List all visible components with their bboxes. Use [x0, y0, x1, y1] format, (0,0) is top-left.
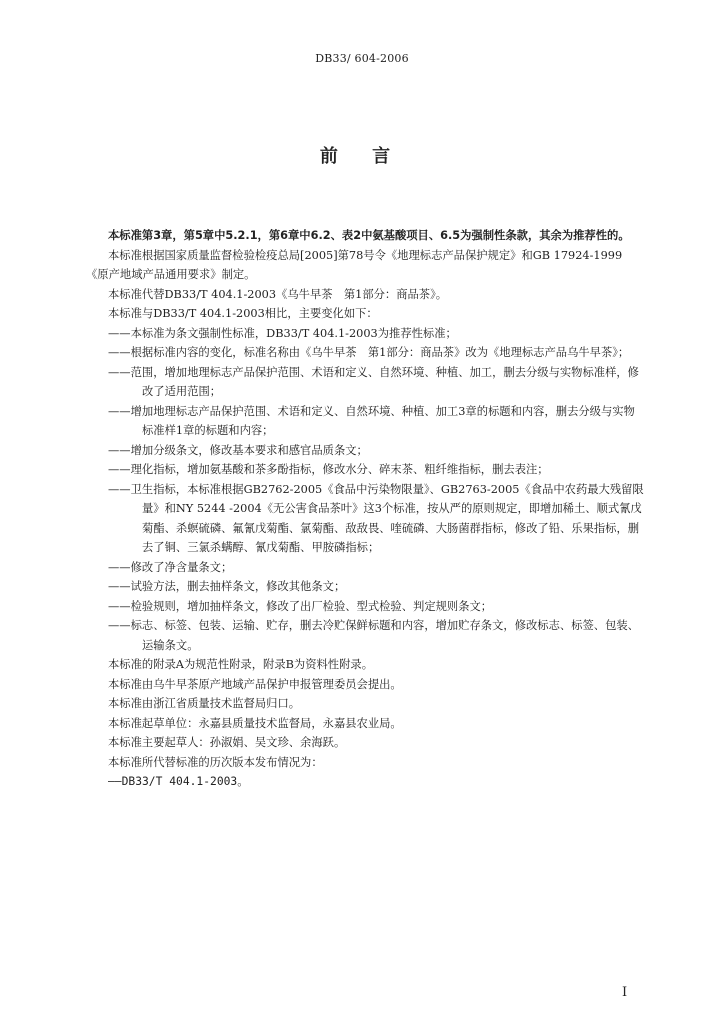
page-number: I: [622, 985, 628, 1000]
drafters-paragraph: 本标准主要起草人：孙淑娟、吴文珍、余海跃。: [108, 736, 346, 749]
replacement-paragraph: 本标准代替DB33/T 404.1-2003《乌牛早茶 第1部分：商品茶》。: [108, 287, 448, 301]
history-item: ——DB33/T 404.1-2003。: [108, 775, 249, 788]
basis-paragraph: 本标准根据国家质量监督检验检疫总局[2005]第78号令《地理标志产品保护规定》和GB 17924-1999《原产地域产品通用要求》制定。: [86, 248, 623, 281]
change-item: ——理化指标，增加氨基酸和茶多酚指标，修改水分、碎末茶、粗纤维指标，删去表注；: [108, 463, 549, 476]
authority-paragraph: 本标准由浙江省质量技术监督局归口。: [108, 697, 301, 710]
change-item: ——试验方法，删去抽样条文，修改其他条文；: [108, 580, 346, 593]
change-item: ——增加地理标志产品保护范围、术语和定义、自然环境、种植、加工3章的标题和内容，删去分级与实物标准样1章的标题和内容；: [108, 404, 635, 437]
change-item: ——本标准为条文强制性标准，DB33/T 404.1-2003为推荐性标准；: [108, 326, 457, 340]
change-item: ——修改了净含量条文；: [108, 560, 233, 574]
change-item: ——标志、标签、包装、运输、贮存，删去冷贮保鲜标题和内容，增加贮存条文，修改标志、标签、包装、运输条文。: [108, 619, 639, 652]
page-title: 前 言: [319, 146, 405, 167]
change-item: ——根据标准内容的变化，标准名称由《乌牛早茶 第1部分：商品茶》改为《地理标志产品乌牛早茶》；: [108, 346, 630, 359]
document-code-header: DB33/ 604-2006: [315, 52, 409, 65]
change-item: ——范围，增加地理标志产品保护范围、术语和定义、自然环境、种植、加工，删去分级与实物标准样，修改了适用范围；: [108, 365, 639, 398]
drafting-units-paragraph: 本标准起草单位：永嘉县质量技术监督局，永嘉县农业局。: [108, 716, 402, 730]
appendix-paragraph: 本标准的附录A为规范性附录，附录B为资料性附录。: [108, 658, 373, 671]
history-intro-paragraph: 本标准所代替标准的历次版本发布情况为：: [108, 755, 323, 769]
changes-intro-paragraph: 本标准与DB33/T 404.1-2003相比，主要变化如下：: [108, 307, 378, 320]
change-item: ——增加分级条文，修改基本要求和感官品质条文；: [108, 443, 368, 457]
change-item: ——卫生指标，本标准根据GB2762-2005《食品中污染物限量》、GB2763-2005《食品中农药最大残留限量》和NY 5244 -2004《无公害食品茶叶》这3个标准，按从严的原则规定，即增加稀土、顺式氰戊菊酯、杀螟硫磷、氟氰戊菊酯、氯菊酯、敌敌畏、喹硫磷、大肠菌群指标，修改了铅、乐果指标，删去了铜、三氯杀螨醇、氰戊菊酯、甲胺磷指标；: [108, 482, 644, 554]
mandatory-clause-paragraph: 本标准第3章，第5章中5.2.1，第6章中6.2、表2中氨基酸项目、6.5为强制性条款，其余为推荐性的。: [108, 229, 630, 242]
proposer-paragraph: 本标准由乌牛早茶原产地域产品保护申报管理委员会提出。: [108, 677, 402, 691]
change-item: ——检验规则，增加抽样条文，修改了出厂检验、型式检验、判定规则条文；: [108, 599, 493, 613]
foreword-body: [86, 226, 644, 792]
